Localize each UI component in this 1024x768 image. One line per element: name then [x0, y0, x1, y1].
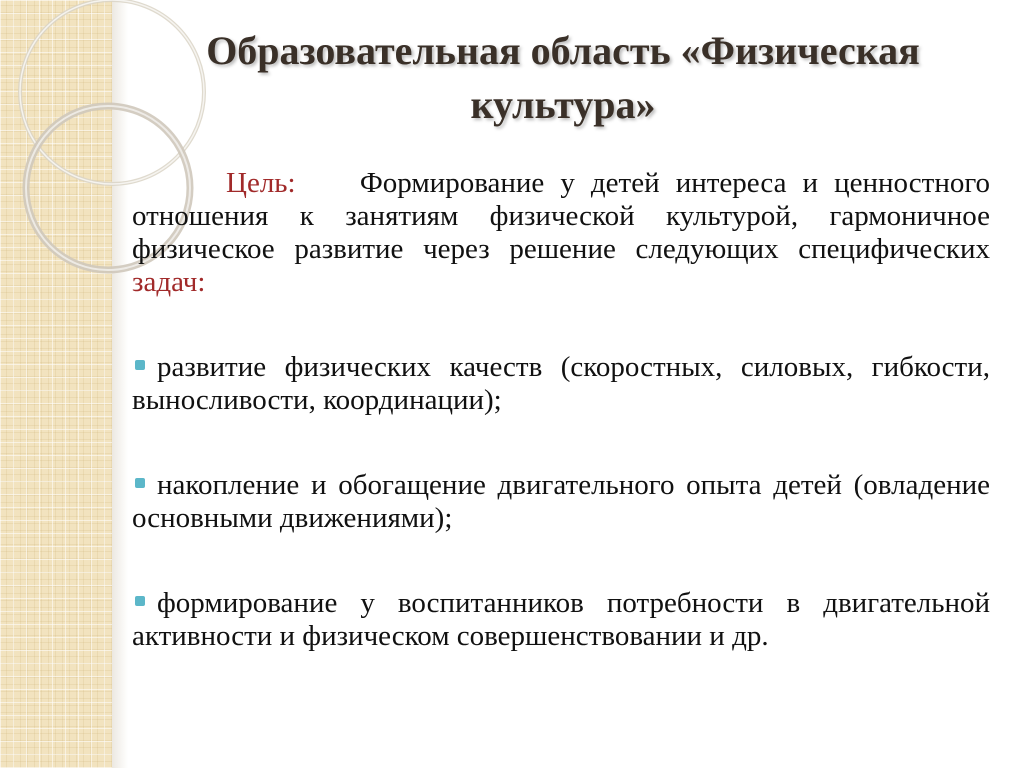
bullet-icon	[135, 360, 145, 370]
list-item	[132, 587, 990, 653]
list-item	[132, 351, 990, 417]
goal-text: Формирование у детей интереса и ценностного отношения к занятиям физической культурой, гармоничное физическое развитие через решение следующих специфических	[132, 167, 991, 265]
list-item-text: накопление и обогащение двигательного опыта детей (овладение основными движениями);	[132, 469, 990, 534]
goal-paragraph	[132, 167, 990, 299]
bullet-icon	[135, 596, 145, 606]
list-item-text: формирование у воспитанников потребности в двигательной активности и физическом совершенствовании и др.	[132, 587, 990, 652]
slide-content	[132, 167, 990, 705]
slide-title: Образовательная область «Физическая культура»	[206, 28, 920, 127]
goal-label: Цель:	[226, 167, 296, 199]
bullet-icon	[135, 478, 145, 488]
tasks-label: задач:	[132, 266, 206, 298]
list-item	[132, 469, 990, 535]
list-item-text: развитие физических качеств (скоростных, силовых, гибкости, выносливости, координации);	[132, 351, 990, 416]
